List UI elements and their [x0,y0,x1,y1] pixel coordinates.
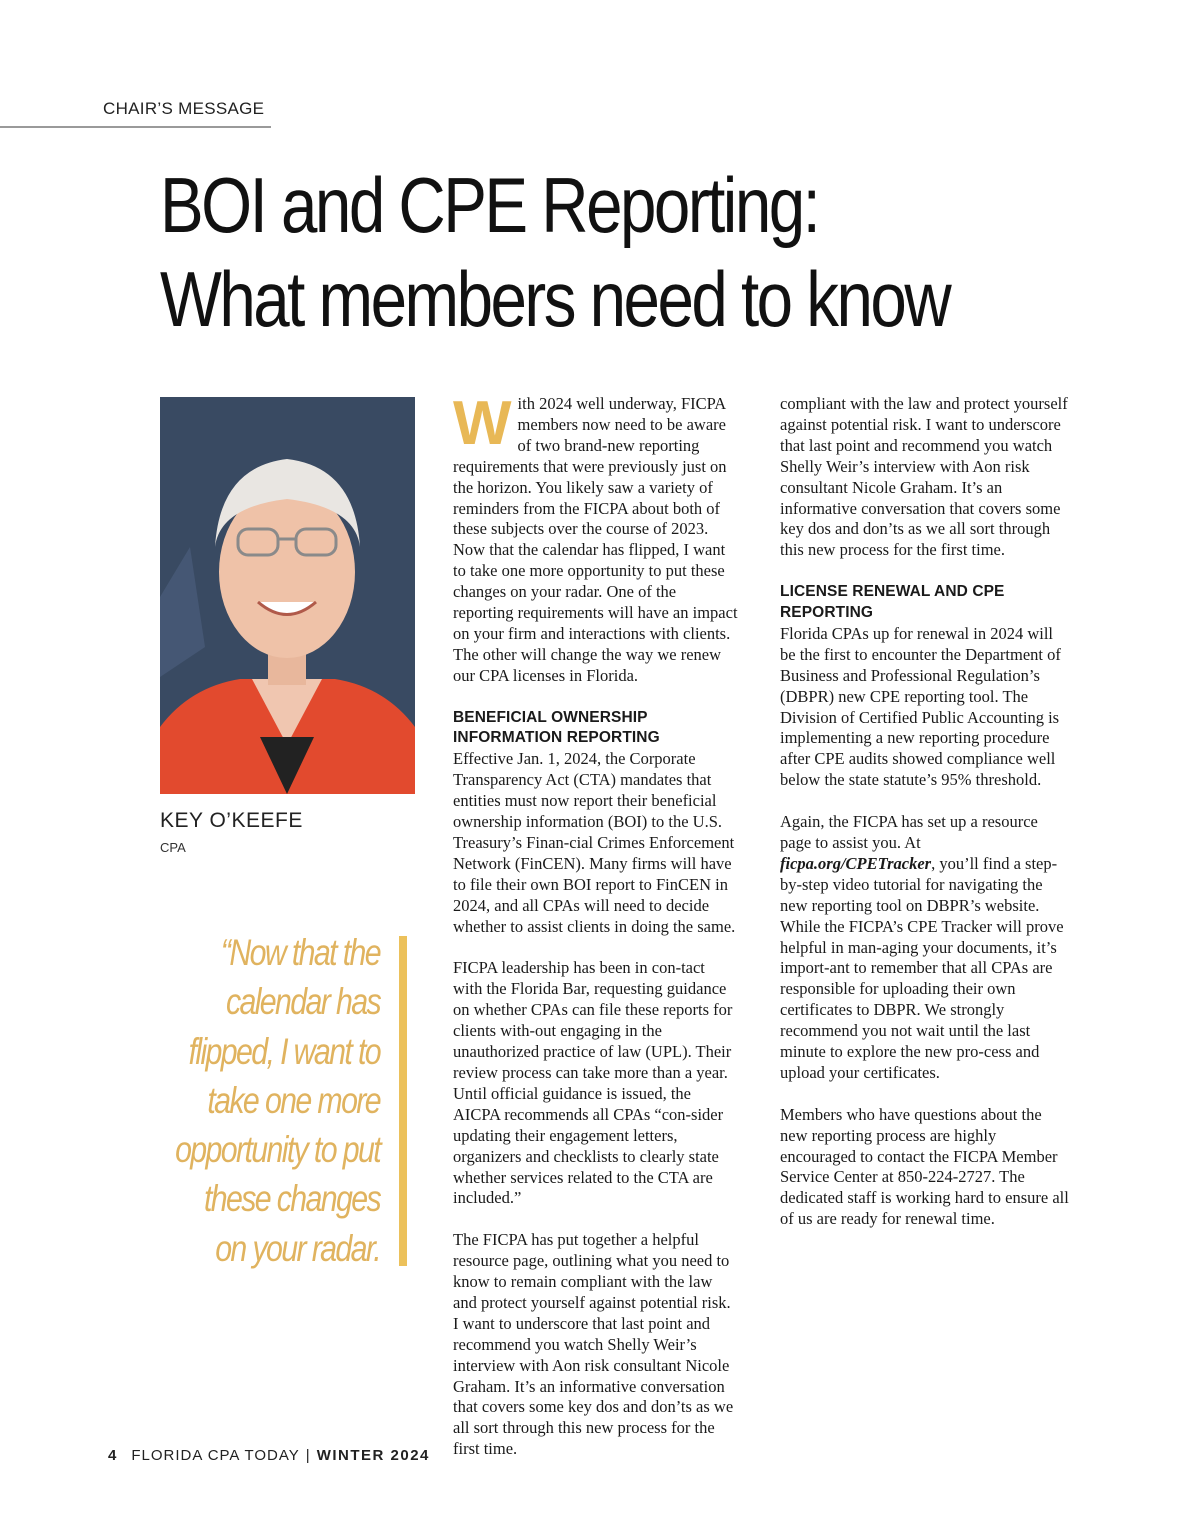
subheading-boi: BENEFICIAL OWNERSHIP INFORMATION REPORTING [453,708,660,747]
issue-label: WINTER 2024 [316,1447,430,1464]
subheading-license: LICENSE RENEWAL AND CPE REPORTING [780,583,1005,622]
boi-paragraph-3-continued: compliant with the law and protect yourself against potential risk. I want to underscore that last point and recommend you watch Shelly Weir’s interview with Aon risk consultant Nicole Graham. It’s an informative conversation that covers some key dos and don’ts as we all sort through this new process for the first time. [780,394,1068,560]
pull-quote-bar [399,936,407,1266]
boi-paragraph-3: The FICPA has put together a helpful resource page, outlining what you need to know to remain compliant with the law and protect yourself against potential risk. I want to underscore that last point and recommend you watch Shelly Weir’s interview with Aon risk consultant Nicole Graham. It’s an informative conversation that covers some key dos and don’ts as we all sort through this new process for the first time. [453,1230,734,1459]
article-column-2 [780,394,1070,1251]
intro-text: ith 2024 well underway, FICPA members now need to be aware of two brand-new reporting requirements that were previously just on the horizon. You likely saw a variety of reminders from the FICPA about both of these subjects over the course of 2023. Now that the calendar has flipped, I want to take one more opportunity to put these changes on your radar. One of the reporting requirements will have an impact on your firm and interactions with clients. The other will change the way we renew our CPA licenses in Florida. [453,394,738,685]
intro-paragraph [453,389,738,687]
publication-name: FLORIDA CPA TODAY [131,1447,300,1464]
headline-line-1: BOI and CPE Reporting: [160,161,819,249]
section-label: CHAIR’S MESSAGE [103,99,265,118]
author-name: KEY O’KEEFE [160,809,303,832]
license-paragraph-2: Again, the FICPA has set up a resource page to assist you. At ficpa.org/CPETracker, you’ll find a step-by-step video tutorial for navigating the new reporting tool on DBPR’s website. While the FICPA’s CPE Tracker will prove helpful in man-aging your documents, it’s import-ant to remember that all CPAs are responsible for uploading their own certificates to DBPR. We strongly recommend you not wait until the last minute to explore the new pro-cess and upload your certificates. [780,812,1064,1082]
page-number: 4 [108,1447,118,1464]
cpe-tracker-link[interactable]: ficpa.org/CPETracker [780,853,932,873]
headline-line-2: What members need to know [160,255,950,343]
article-headline [160,158,966,346]
author-title: CPA [160,840,186,855]
license-paragraph-3: Members who have questions about the new reporting process are highly encouraged to contact the FICPA Member Service Center at 850-224-2727. The dedicated staff is working hard to ensure all of us are ready for renewal time. [780,1104,1069,1229]
license-paragraph-1: Florida CPAs up for renewal in 2024 will be the first to encounter the Department of Business and Professional Regulation’s (DBPR) new CPE reporting tool. The Division of Certified Public Accounting is implementing a new reporting procedure after CPE audits showed compliance well below the state statute’s 95% threshold. [780,623,1061,790]
boi-paragraph-2: FICPA leadership has been in con-tact with the Florida Bar, requesting guidance on whether CPAs can file these reports for clients with-out engaging in the unauthorized practice of law (UPL). Their review process can take more than a year. Until official guidance is issued, the AICPA recommends all CPAs “con-sider updating their engagement letters, organizers and checklists to clearly state whether services related to the CTA are included.” [453,958,733,1208]
pull-quote: “Now that the calendar has flipped, I want to take one more opportunity to put these changes on your radar. [175,932,380,1269]
footer-separator: | [305,1447,311,1464]
drop-cap: W [453,389,512,458]
author-photo [160,397,415,794]
boi-paragraph-1: Effective Jan. 1, 2024, the Corporate Transparency Act (CTA) mandates that entities must now report their beneficial ownership information (BOI) to the U.S. Treasury’s Finan-cial Crimes Enforcement Network (FinCEN). Many firms will have to file their own BOI report to FinCEN in 2024, and all CPAs will need to decide whether to assist clients in doing the same. [453,749,736,936]
page-footer [108,1447,430,1464]
section-rule [0,126,271,128]
article-column-1 [453,389,738,1459]
